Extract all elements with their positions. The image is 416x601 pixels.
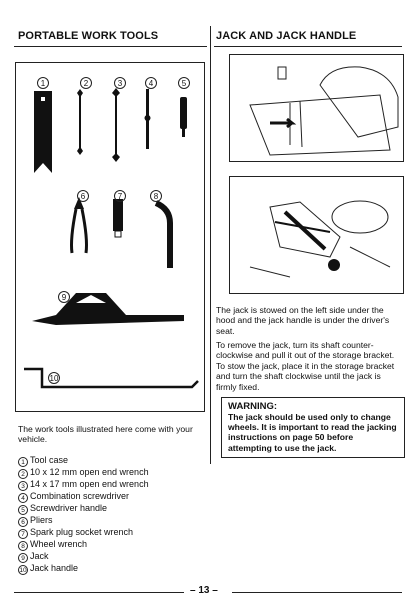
- footer-rule-right: [232, 592, 402, 593]
- list-item: 3 14 x 17 mm open end wrench: [18, 479, 149, 491]
- list-item: 4 Combination screwdriver: [18, 491, 149, 503]
- callout-2: 2: [80, 77, 92, 89]
- warning-title: WARNING:: [228, 401, 278, 412]
- jack-location-text: The jack is stowed on the left side under the hood and the jack handle is under the driver's seat.: [216, 305, 390, 336]
- callout-7: 7: [114, 190, 126, 202]
- list-item: 5 Screwdriver handle: [18, 503, 149, 515]
- callout-4: 4: [145, 77, 157, 89]
- callout-5: 5: [178, 77, 190, 89]
- warning-body: The jack should be used only to change wheels. It is important to read the jacking instructions on page 50 before attempting to use the jack.: [228, 412, 397, 453]
- warning-box: [221, 397, 405, 458]
- tools-drawing: [16, 63, 206, 413]
- callout-6: 6: [77, 190, 89, 202]
- tools-illustration: [15, 62, 205, 412]
- portable-work-tools-heading: PORTABLE WORK TOOLS: [18, 30, 159, 42]
- column-divider: [210, 26, 211, 464]
- jack-stowage-illustration: [229, 54, 404, 162]
- list-item: 8 Wheel wrench: [18, 539, 149, 551]
- right-heading-rule: [214, 46, 402, 47]
- callout-3: 3: [114, 77, 126, 89]
- callout-10: 10: [49, 374, 59, 383]
- list-item: 10 Jack handle: [19, 563, 79, 574]
- jack-removal-text: To remove the jack, turn its shaft counter-clockwise and pull it out of the storage bracket. To stow the jack, place it in the storage bracket and turn the shaft clockwise until the jack is firmly fixed.: [216, 340, 395, 392]
- callout-8: 8: [150, 190, 162, 202]
- tools-intro: The work tools illustrated here come with your vehicle.: [18, 424, 193, 445]
- jack-heading: JACK AND JACK HANDLE: [216, 30, 357, 42]
- callout-1: 1: [37, 77, 49, 89]
- jack-bracket-illustration: [229, 176, 404, 294]
- list-item: 6 Pliers: [18, 515, 149, 527]
- tools-list: [18, 455, 149, 575]
- engine-drawing: [230, 177, 405, 295]
- list-item: 7 Spark plug socket wrench: [18, 527, 149, 539]
- list-item: 1 Tool case: [18, 455, 149, 467]
- footer-rule-left: [14, 592, 184, 593]
- seat-drawing: [230, 55, 405, 163]
- list-item: 2 10 x 12 mm open end wrench: [18, 467, 149, 479]
- list-item: 9 Jack: [18, 551, 149, 563]
- left-heading-rule: [14, 46, 207, 47]
- page-number: – 13 –: [190, 585, 218, 596]
- callout-9: 9: [58, 291, 70, 303]
